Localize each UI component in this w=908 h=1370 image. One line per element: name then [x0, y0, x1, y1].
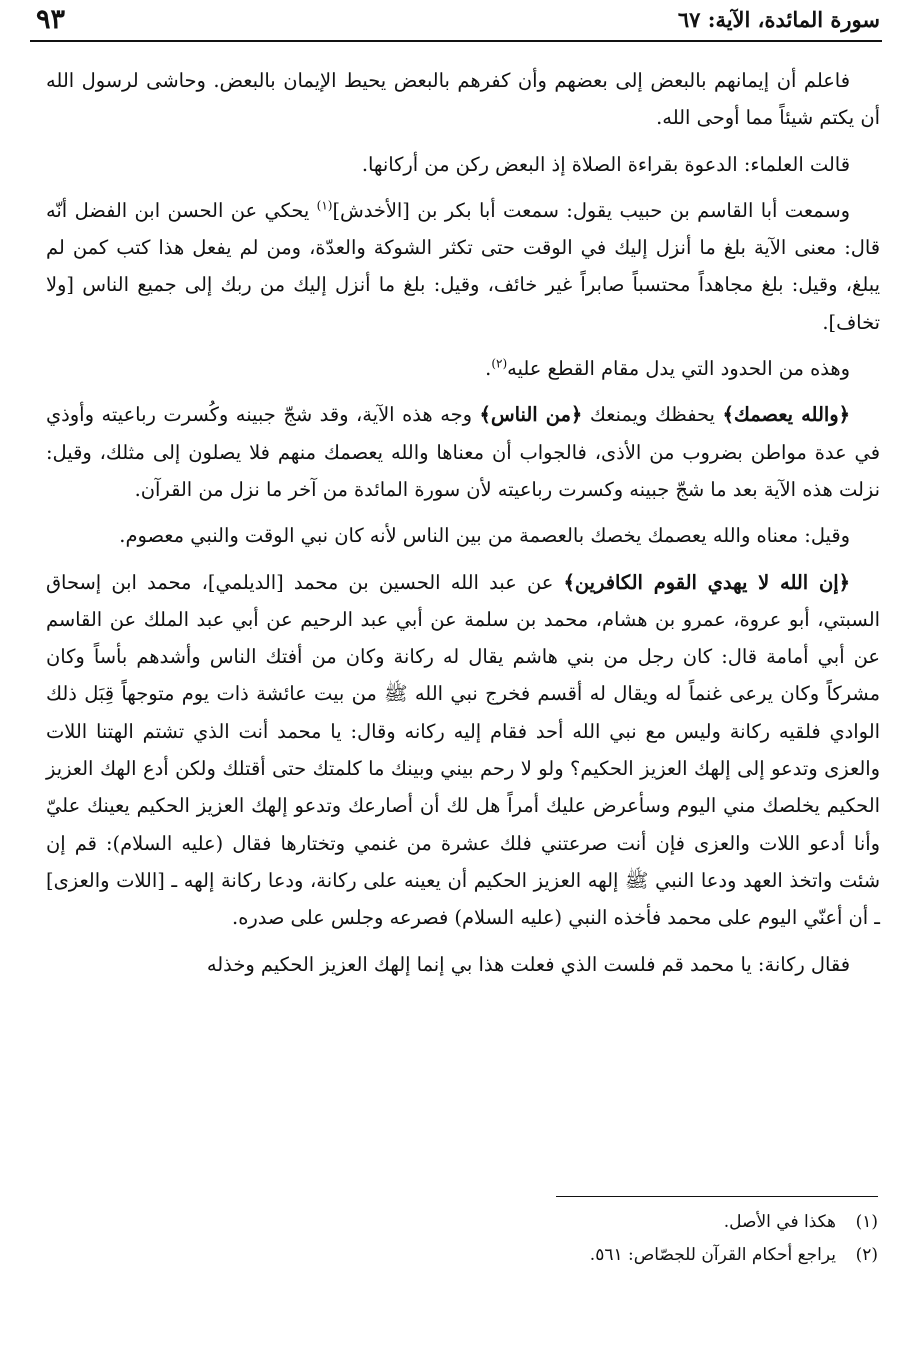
- page-number: ٩٣: [36, 3, 66, 35]
- paragraph: [46, 146, 880, 183]
- paragraph: [46, 62, 880, 137]
- paragraph-text: فاعلم أن إيمانهم بالبعض إلى بعضهم وأن كفرهم بالبعض يحيط الإيمان بالبعض. وحاشى لرسول الله أن يكتم شيئاً مما أوحى الله.: [46, 69, 880, 130]
- paragraph: [46, 350, 880, 387]
- quran-quote: ﴿إن الله لا يهدي القوم الكافرين﴾: [563, 570, 850, 594]
- paragraph: [46, 564, 880, 937]
- paragraph: [46, 396, 880, 508]
- paragraph-text: .: [485, 357, 492, 381]
- paragraph-text: وجه هذه الآية، وقد شجّ جبينه وكُسرت رباعيته وأوذي في عدة مواطن بضروب من الأذى، فالجواب أن معناها والله يعصمك منهم فلا يصلون إلى مثلك، وقيل: نزلت هذه الآية بعد ما شجّ جبينه وكسرت رباعيته لأن سورة المائدة من آخر ما نزل من القرآن.: [46, 403, 880, 501]
- footnote-number: (١): [855, 1212, 878, 1232]
- footnote-number: (٢): [855, 1245, 878, 1265]
- footnote-rule: [556, 1196, 878, 1197]
- paragraph-text: وسمعت أبا القاسم بن حبيب يقول: سمعت أبا بكر بن [الأخدش]: [332, 198, 850, 222]
- footnote-text: هكذا في الأصل.: [723, 1212, 836, 1232]
- quran-quote: ﴿والله يعصمك﴾: [722, 403, 850, 427]
- footnotes: [60, 1206, 878, 1272]
- paragraph-text: وهذه من الحدود التي يدل مقام القطع عليه: [507, 357, 850, 381]
- footnote: [60, 1206, 878, 1239]
- paragraph-text: يحفظك ويمنعك: [589, 403, 715, 427]
- paragraph-text: وقيل: معناه والله يعصمك يخصك بالعصمة من بين الناس لأنه كان نبي الوقت والنبي معصوم.: [119, 524, 850, 548]
- main-text: [46, 62, 880, 992]
- paragraph-text: يحكي عن الحسن ابن الفضل أنّه قال: معنى الآية بلغ ما أنزل إليك في الوقت حتى تكثر الشوكة والعدّة، ومن لم يفعل هذا كتب كمن لم يبلغ، وقيل: بلغ مجاهداً محتسباً صابراً غير خائف، وقيل: بلغ ما أنزل إليك من ربك إلى جميع الناس [ولا تخاف].: [46, 198, 880, 334]
- paragraph: [46, 517, 880, 554]
- quran-quote: ﴿من الناس﴾: [479, 403, 583, 427]
- paragraph-text: فقال ركانة: يا محمد قم فلست الذي فعلت هذا بي إنما إلهك العزيز الحكيم وخذله: [206, 952, 850, 976]
- footnote: [60, 1239, 878, 1272]
- page-header: [36, 2, 880, 36]
- footnote-text: يراجع أحكام القرآن للجصّاص: ٥٦١.: [589, 1245, 836, 1265]
- paragraph-text: عن عبد الله الحسين بن محمد [الديلمي]، محمد ابن إسحاق السبتي، أبو عروة، عمرو بن هشام، محمد بن سلمة عن أبي عبد الرحيم عن أبي عبد الملك عن القاسم عن أبي أمامة قال: كان رجل من بني هاشم يقال له ركانة وكان من أفتك الناس وأشدهم بأساً وكان مشركاً وكان يرعى غنماً له ويقال له أقسم فخرج نبي الله ﷺ من بيت عائشة ذات يوم متوجهاً قِبَل ذلك الوادي فلقيه ركانة وليس مع نبي الله أحد فقام إليه ركانه وقال: يا محمد أنت الذي تشتم الهتنا اللات والعزى وتدعو إلى إلهك العزيز الحكيم؟ ولو لا رحم بيني وبينك ما كلمتك حتى أقتلك ولكن أدع الهك العزيز الحكيم يخلصك مني اليوم وسأعرض عليك أمراً هل لك أن أصارعك وتدعو إلهك العزيز الحكيم يعينك عليّ وأنا أدعو اللات والعزى فإن أنت صرعتني فلك عشرة من غنمي وتختارها فقال (عليه السلام): قم إن شئت واتخذ العهد ودعا النبي ﷺ إلهه العزيز الحكيم أن يعينه على ركانة، ودعا ركانة إلهه ـ [اللات والعزى] ـ أن أعنّي اليوم على محمد فأخذه النبي (عليه السلام) فصرعه وجلس على صدره.: [46, 570, 880, 930]
- header-rule: [30, 40, 882, 42]
- running-title: سورة المائدة، الآية: ٦٧: [677, 6, 880, 32]
- footnote-ref[interactable]: (٢): [491, 356, 508, 371]
- paragraph-text: قالت العلماء: الدعوة بقراءة الصلاة إذ البعض ركن من أركانها.: [361, 152, 850, 176]
- footnote-ref[interactable]: (١): [316, 198, 333, 213]
- paragraph: [46, 946, 880, 983]
- paragraph: [46, 192, 880, 341]
